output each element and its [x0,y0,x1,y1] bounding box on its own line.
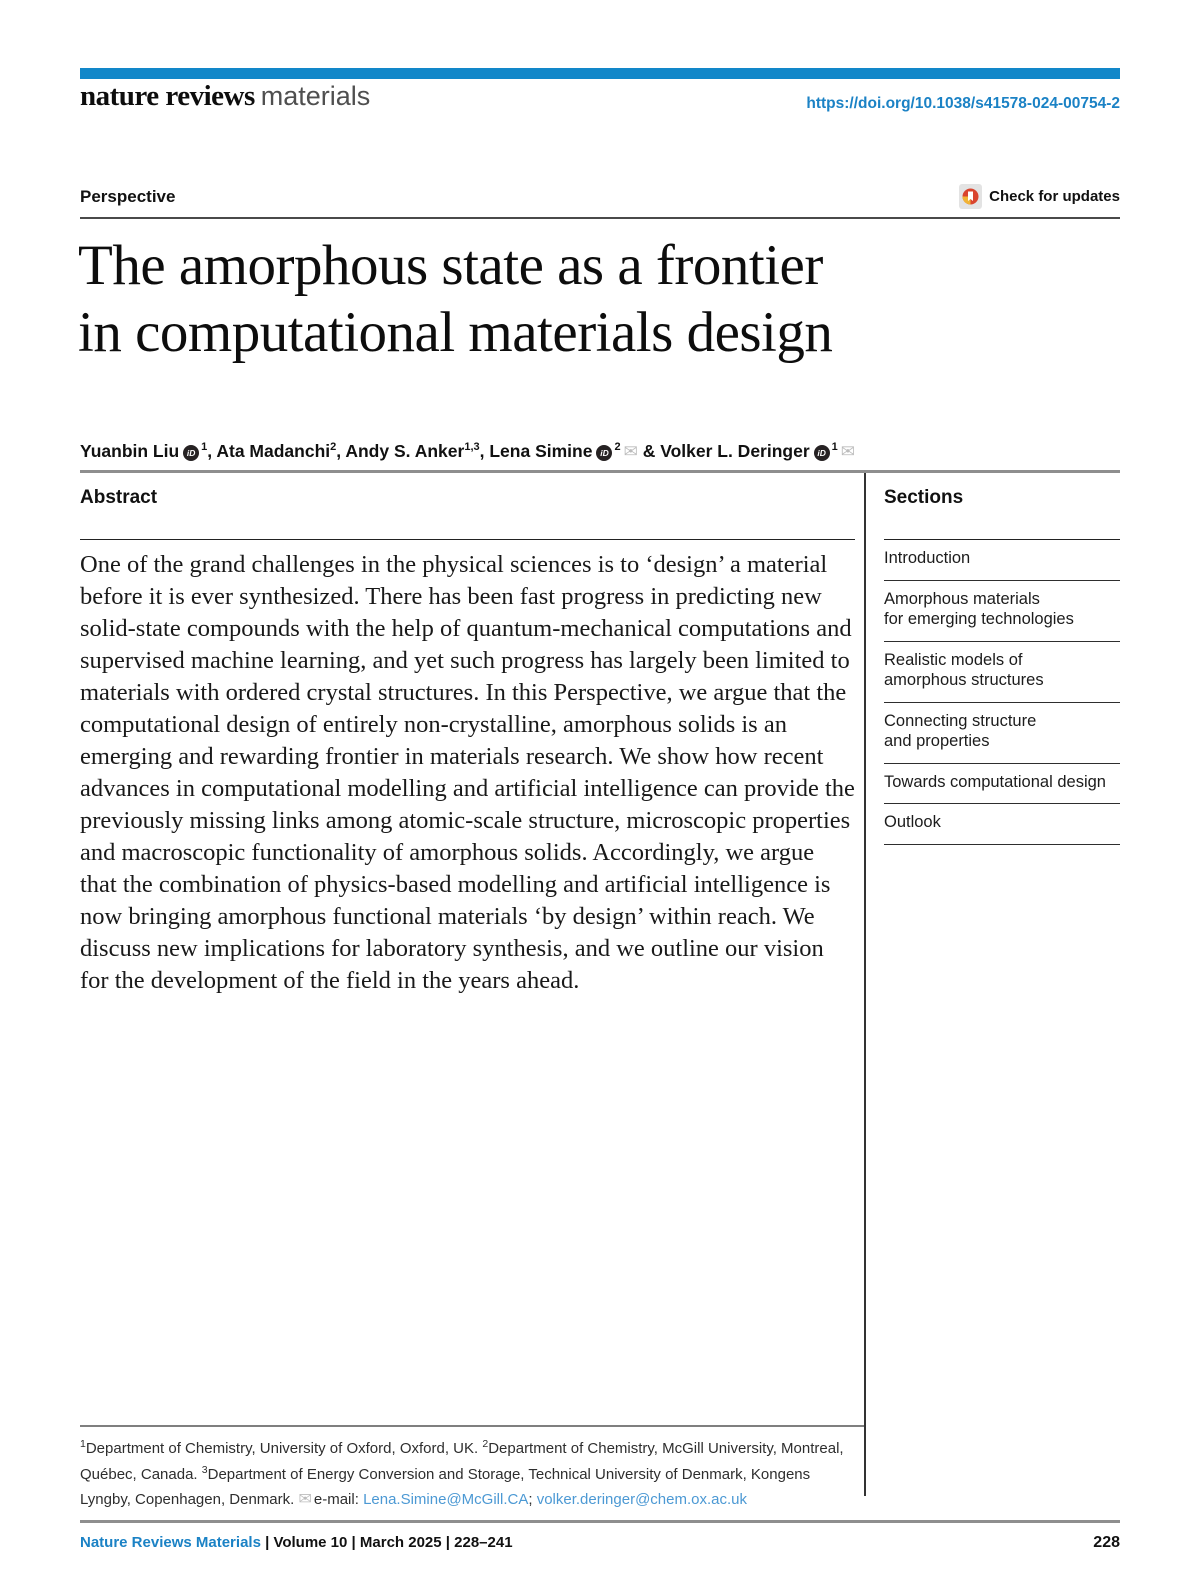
author-separator: , [479,441,490,461]
email-icon[interactable]: ✉ [840,442,856,461]
affiliation-sup: 1 [201,441,208,454]
affiliation-sup: 2 [330,441,337,454]
affiliation-sup: 2 [614,441,621,454]
article-title: The amorphous state as a frontier in computational materials design [78,234,833,364]
doi [806,95,1120,113]
author-name: Andy S. Anker [345,441,465,461]
section-link-connecting-structure[interactable]: Connecting structure and properties [884,703,1120,764]
affiliation-text: Department of Chemistry, McGill University, Montreal, Québec, Canada. [80,1440,844,1483]
section-link-towards-computational-design[interactable]: Towards computational design [884,764,1120,805]
author-separator: , [207,441,217,461]
footer-citation [80,1534,513,1552]
author-name: Yuanbin Liu [80,441,180,461]
abstract-heading: Abstract [80,473,855,540]
page-number: 228 [1093,1534,1120,1551]
section-link-introduction[interactable]: Introduction [884,540,1120,581]
author-separator: , [336,441,346,461]
email-link-deringer[interactable]: volker.deringer@chem.ox.ac.uk [536,1491,748,1508]
crossmark-icon [959,184,982,209]
section-link-amorphous-materials[interactable]: Amorphous materials for emerging technologies [884,581,1120,642]
journal-logo-bold: nature reviews [80,80,255,112]
footer-journal-link[interactable]: Nature Reviews Materials [80,1534,261,1551]
affiliation-sup: 1 [80,1438,86,1450]
email-icon[interactable]: ✉ [623,442,638,461]
abstract-text: One of the grand challenges in the physical sciences is to ‘design’ a material before it is ever synthesized. There has been fast progress in predicting new solid-state compounds with the help of quantum-mechanical computations and supervised machine learning, and yet such progress has largely been limited to materials with ordered crystal structures. In this Perspective, we argue that the computational design of entirely non-crystalline, amorphous solids is an emerging and rewarding frontier in materials research. We show how recent advances in computational modelling and artificial intelligence can provide the previously missing links among atomic-scale structure, microscopic properties and macroscopic functionality of amorphous solids. Accordingly, we argue that the combination of physics-based modelling and artificial intelligence is now bringing amorphous functional materials ‘by design’ within reach. We discuss new implications for laboratory synthesis, and we outline our vision for the development of the field in the years ahead. [80,551,855,994]
author-list [80,441,1120,462]
sections-list [884,540,1120,845]
author-name: Ata Madanchi [216,441,331,461]
article-type-label: Perspective [80,186,176,206]
section-link-outlook[interactable]: Outlook [884,804,1120,845]
affiliation-sup: 2 [482,1438,489,1450]
author-name: Lena Simine [489,441,593,461]
email-icon: ✉ [298,1491,312,1508]
masthead [80,80,1120,113]
check-for-updates-label: Check for updates [989,188,1120,205]
doi-link[interactable]: https://doi.org/10.1038/s41578-024-00754-2 [806,95,1120,112]
journal-logo-light: materials [260,81,371,111]
brand-color-bar [80,68,1120,79]
footnotes [80,1425,864,1513]
affiliation-sup: 1 [831,441,838,454]
horizontal-rule [80,217,1120,219]
footer-meta: | Volume 10 | March 2025 | 228–241 [260,1534,513,1551]
email-separator: ; [528,1491,537,1508]
journal-logo [80,80,370,113]
page-footer [80,1534,1120,1552]
orcid-icon[interactable]: iD [183,445,199,461]
affiliation-sup: 3 [201,1463,208,1476]
affiliation-text: Department of Chemistry, University of Oxford, Oxford, UK. [85,1440,483,1457]
horizontal-rule [80,1520,1120,1523]
orcid-icon[interactable]: iD [596,445,612,461]
affiliation-text: Department of Energy Conversion and Storage, Technical University of Denmark, Kongens Lyngby, Copenhagen, Denmark. [80,1465,811,1508]
sections-sidebar [884,473,1120,1496]
section-link-realistic-models[interactable]: Realistic models of amorphous structures [884,642,1120,703]
author-name: Volker L. Deringer [660,441,810,461]
affiliation-sup: 1,3 [464,441,480,454]
author-separator: & [637,441,661,461]
email-label: e-mail: [313,1491,364,1508]
orcid-icon[interactable]: iD [814,445,830,461]
column-divider [864,473,866,1496]
check-for-updates-button[interactable] [959,184,1120,209]
sections-heading: Sections [884,473,1120,540]
email-link-simine[interactable]: Lena.Simine@McGill.CA [363,1491,529,1508]
